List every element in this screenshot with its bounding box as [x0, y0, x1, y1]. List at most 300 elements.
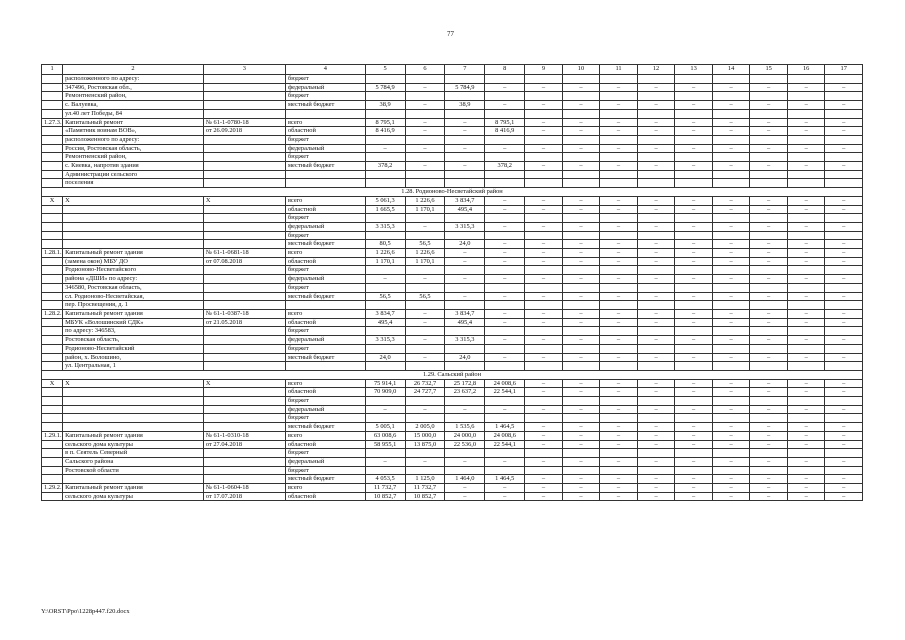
document-ref-cell — [203, 353, 285, 362]
amount-cell — [825, 301, 863, 310]
amount-cell: – — [712, 484, 750, 493]
amount-cell: – — [525, 336, 563, 345]
amount-cell — [750, 92, 788, 101]
amount-cell: – — [365, 405, 405, 414]
amount-cell: – — [405, 309, 445, 318]
object-name-cell: сл. Родионово-Несветайская, — [63, 292, 204, 301]
object-name-cell — [63, 214, 204, 223]
amount-cell — [365, 170, 405, 179]
amount-cell — [825, 231, 863, 240]
object-name-cell: Капитальный ремонт здания — [63, 431, 204, 440]
amount-cell: – — [562, 405, 600, 414]
amount-cell: – — [712, 196, 750, 205]
amount-cell: – — [712, 240, 750, 249]
budget-source-cell: местный бюджет — [285, 162, 365, 171]
amount-cell: – — [525, 379, 563, 388]
object-name-cell: ул.40 лет Победы, 84 — [63, 109, 204, 118]
amount-cell: – — [525, 257, 563, 266]
amount-cell: 5 784,9 — [365, 83, 405, 92]
amount-cell: – — [825, 83, 863, 92]
amount-cell — [825, 397, 863, 406]
amount-cell: – — [637, 275, 675, 284]
amount-cell — [365, 283, 405, 292]
amount-cell: – — [787, 475, 825, 484]
amount-cell: – — [712, 475, 750, 484]
item-number-cell — [42, 83, 63, 92]
item-number-cell — [42, 440, 63, 449]
table-row — [42, 440, 863, 449]
amount-cell — [750, 109, 788, 118]
amount-cell: 58 955,1 — [365, 440, 405, 449]
object-name-cell: Х — [63, 196, 204, 205]
amount-cell: – — [405, 144, 445, 153]
amount-cell: – — [637, 457, 675, 466]
amount-cell — [525, 344, 563, 353]
item-number-cell — [42, 222, 63, 231]
amount-cell: – — [485, 240, 525, 249]
amount-cell: – — [787, 309, 825, 318]
amount-cell: – — [562, 353, 600, 362]
amount-cell: – — [750, 127, 788, 136]
amount-cell: – — [600, 222, 638, 231]
amount-cell — [600, 179, 638, 188]
amount-cell: – — [712, 457, 750, 466]
budget-source-cell: бюджет — [285, 153, 365, 162]
amount-cell: – — [562, 257, 600, 266]
budget-source-cell: бюджет — [285, 414, 365, 423]
amount-cell: – — [485, 249, 525, 258]
amount-cell — [675, 170, 713, 179]
amount-cell: – — [637, 484, 675, 493]
amount-cell — [637, 466, 675, 475]
amount-cell: – — [787, 440, 825, 449]
amount-cell: – — [787, 127, 825, 136]
column-number-cell: 17 — [825, 65, 863, 75]
amount-cell — [825, 214, 863, 223]
amount-cell: – — [787, 431, 825, 440]
amount-cell — [750, 153, 788, 162]
amount-cell — [525, 214, 563, 223]
amount-cell — [445, 153, 485, 162]
item-number-cell — [42, 344, 63, 353]
amount-cell — [675, 301, 713, 310]
budget-source-cell: бюджет — [285, 397, 365, 406]
amount-cell — [787, 327, 825, 336]
document-ref-cell — [203, 362, 285, 371]
column-number-cell: 5 — [365, 65, 405, 75]
amount-cell: – — [787, 196, 825, 205]
amount-cell — [562, 362, 600, 371]
document-ref-cell — [203, 466, 285, 475]
amount-cell — [675, 397, 713, 406]
amount-cell: – — [637, 353, 675, 362]
amount-cell — [405, 266, 445, 275]
table-row — [42, 83, 863, 92]
amount-cell: – — [445, 492, 485, 501]
amount-cell: – — [525, 431, 563, 440]
table-row — [42, 475, 863, 484]
amount-cell: – — [675, 292, 713, 301]
amount-cell: – — [750, 475, 788, 484]
amount-cell — [750, 75, 788, 84]
amount-cell — [405, 301, 445, 310]
amount-cell: 5 061,3 — [365, 196, 405, 205]
amount-cell — [445, 449, 485, 458]
table-row — [42, 431, 863, 440]
amount-cell: – — [637, 205, 675, 214]
amount-cell — [365, 397, 405, 406]
amount-cell: – — [750, 353, 788, 362]
amount-cell — [485, 449, 525, 458]
budget-source-cell: всего — [285, 118, 365, 127]
budget-source-cell: областной — [285, 205, 365, 214]
item-number-cell — [42, 231, 63, 240]
amount-cell: 13 875,0 — [405, 440, 445, 449]
amount-cell: – — [562, 475, 600, 484]
amount-cell — [675, 92, 713, 101]
amount-cell — [787, 75, 825, 84]
amount-cell: – — [712, 379, 750, 388]
object-name-cell — [63, 388, 204, 397]
amount-cell: – — [825, 318, 863, 327]
table-row — [42, 214, 863, 223]
amount-cell — [562, 449, 600, 458]
amount-cell — [712, 92, 750, 101]
column-number-cell: 10 — [562, 65, 600, 75]
table-row — [42, 362, 863, 371]
amount-cell — [637, 344, 675, 353]
amount-cell — [562, 397, 600, 406]
amount-cell: – — [562, 318, 600, 327]
budget-source-cell: бюджет — [285, 92, 365, 101]
amount-cell — [525, 362, 563, 371]
amount-cell — [365, 153, 405, 162]
amount-cell: – — [637, 222, 675, 231]
amount-cell — [712, 170, 750, 179]
item-number-cell — [42, 283, 63, 292]
amount-cell: – — [825, 249, 863, 258]
amount-cell: – — [825, 475, 863, 484]
amount-cell — [405, 283, 445, 292]
amount-cell: – — [825, 379, 863, 388]
table-row — [42, 240, 863, 249]
amount-cell: 24,0 — [365, 353, 405, 362]
object-name-cell — [63, 414, 204, 423]
amount-cell: – — [712, 309, 750, 318]
amount-cell: 3 315,3 — [365, 222, 405, 231]
amount-cell — [365, 301, 405, 310]
document-ref-cell: № 61-1-0681-18 — [203, 249, 285, 258]
document-ref-cell: № 61-1-0780-18 — [203, 118, 285, 127]
item-number-cell — [42, 475, 63, 484]
amount-cell — [637, 109, 675, 118]
object-name-cell — [63, 231, 204, 240]
amount-cell: – — [825, 388, 863, 397]
item-number-cell — [42, 318, 63, 327]
amount-cell: – — [675, 196, 713, 205]
amount-cell — [750, 362, 788, 371]
budget-source-cell — [285, 362, 365, 371]
amount-cell — [825, 449, 863, 458]
amount-cell: – — [600, 431, 638, 440]
amount-cell: – — [787, 275, 825, 284]
item-number-cell — [42, 92, 63, 101]
amount-cell: – — [750, 318, 788, 327]
budget-source-cell: бюджет — [285, 266, 365, 275]
document-ref-cell — [203, 414, 285, 423]
amount-cell — [600, 283, 638, 292]
amount-cell: – — [562, 249, 600, 258]
table-row — [42, 249, 863, 258]
amount-cell — [637, 153, 675, 162]
amount-cell: – — [825, 127, 863, 136]
amount-cell: – — [600, 475, 638, 484]
amount-cell: – — [637, 118, 675, 127]
amount-cell — [675, 179, 713, 188]
amount-cell — [445, 301, 485, 310]
amount-cell: – — [562, 379, 600, 388]
document-path-footer: Y:\ORST\Ppo\1228p447.f20.docx — [41, 608, 130, 615]
amount-cell — [365, 214, 405, 223]
amount-cell: – — [675, 484, 713, 493]
amount-cell — [637, 214, 675, 223]
budget-source-cell: областной — [285, 318, 365, 327]
column-number-cell: 2 — [63, 65, 204, 75]
amount-cell: – — [787, 405, 825, 414]
amount-cell — [675, 327, 713, 336]
amount-cell — [600, 301, 638, 310]
amount-cell — [712, 75, 750, 84]
object-name-cell: Россия, Ростовская область, — [63, 144, 204, 153]
amount-cell: – — [525, 196, 563, 205]
amount-cell — [485, 301, 525, 310]
amount-cell — [675, 283, 713, 292]
amount-cell: – — [750, 249, 788, 258]
amount-cell: – — [637, 196, 675, 205]
item-number-cell — [42, 449, 63, 458]
amount-cell: – — [600, 257, 638, 266]
amount-cell: 23 637,2 — [445, 388, 485, 397]
amount-cell — [600, 397, 638, 406]
amount-cell: – — [485, 275, 525, 284]
amount-cell — [787, 449, 825, 458]
amount-cell — [525, 231, 563, 240]
budget-source-cell: областной — [285, 127, 365, 136]
item-number-cell — [42, 362, 63, 371]
amount-cell — [562, 414, 600, 423]
amount-cell — [485, 179, 525, 188]
table-row — [42, 118, 863, 127]
amount-cell: – — [485, 196, 525, 205]
amount-cell: 22 536,0 — [445, 440, 485, 449]
amount-cell — [825, 414, 863, 423]
item-number-cell — [42, 457, 63, 466]
amount-cell: 4 053,5 — [365, 475, 405, 484]
amount-cell: 3 315,3 — [445, 222, 485, 231]
amount-cell: – — [675, 388, 713, 397]
item-number-cell — [42, 109, 63, 118]
amount-cell — [562, 135, 600, 144]
item-number-cell — [42, 240, 63, 249]
amount-cell — [485, 344, 525, 353]
amount-cell — [637, 135, 675, 144]
document-ref-cell — [203, 405, 285, 414]
amount-cell — [787, 231, 825, 240]
amount-cell — [637, 301, 675, 310]
amount-cell: – — [712, 388, 750, 397]
budget-source-cell: федеральный — [285, 83, 365, 92]
object-name-cell: по адресу: 346583, — [63, 327, 204, 336]
amount-cell: – — [825, 240, 863, 249]
amount-cell: – — [405, 127, 445, 136]
amount-cell — [750, 170, 788, 179]
object-name-cell: Родионово-Несветайского — [63, 266, 204, 275]
object-name-cell: ул. Центральная, 1 — [63, 362, 204, 371]
object-name-cell: Администрации сельского — [63, 170, 204, 179]
amount-cell — [525, 327, 563, 336]
amount-cell: 3 315,3 — [445, 336, 485, 345]
item-number-cell — [42, 275, 63, 284]
amount-cell: – — [405, 318, 445, 327]
object-name-cell: Сальского района — [63, 457, 204, 466]
amount-cell: – — [712, 405, 750, 414]
table-row — [42, 492, 863, 501]
item-number-cell — [42, 397, 63, 406]
document-ref-cell — [203, 475, 285, 484]
amount-cell — [712, 283, 750, 292]
amount-cell — [600, 153, 638, 162]
amount-cell — [485, 75, 525, 84]
amount-cell: – — [525, 423, 563, 432]
amount-cell — [712, 231, 750, 240]
amount-cell: – — [485, 318, 525, 327]
amount-cell: – — [562, 388, 600, 397]
amount-cell: – — [675, 83, 713, 92]
amount-cell — [750, 266, 788, 275]
amount-cell — [365, 231, 405, 240]
amount-cell: 1 226,6 — [405, 196, 445, 205]
amount-cell — [637, 414, 675, 423]
amount-cell: – — [750, 144, 788, 153]
amount-cell — [787, 266, 825, 275]
document-ref-cell — [203, 144, 285, 153]
amount-cell — [712, 449, 750, 458]
amount-cell: – — [525, 275, 563, 284]
amount-cell: 8 416,9 — [365, 127, 405, 136]
amount-cell — [485, 362, 525, 371]
amount-cell: – — [825, 336, 863, 345]
amount-cell: – — [525, 83, 563, 92]
budget-source-cell — [285, 109, 365, 118]
object-name-cell: расположенного по адресу: — [63, 135, 204, 144]
amount-cell: – — [562, 492, 600, 501]
budget-source-cell: всего — [285, 196, 365, 205]
amount-cell: – — [675, 127, 713, 136]
amount-cell: – — [750, 457, 788, 466]
amount-cell — [562, 327, 600, 336]
amount-cell: 2 005,0 — [405, 423, 445, 432]
amount-cell — [405, 397, 445, 406]
amount-cell: 1 464,5 — [485, 475, 525, 484]
amount-cell — [485, 466, 525, 475]
item-number-cell: Х — [42, 196, 63, 205]
amount-cell — [675, 466, 713, 475]
amount-cell: – — [787, 484, 825, 493]
amount-cell: – — [562, 275, 600, 284]
amount-cell: – — [637, 292, 675, 301]
amount-cell: 56,5 — [405, 240, 445, 249]
budget-source-cell: местный бюджет — [285, 292, 365, 301]
amount-cell: – — [485, 257, 525, 266]
item-number-cell: 1.27.3. — [42, 118, 63, 127]
amount-cell: – — [445, 457, 485, 466]
budget-source-cell: местный бюджет — [285, 240, 365, 249]
item-number-cell — [42, 492, 63, 501]
amount-cell: 1 464,0 — [445, 475, 485, 484]
document-ref-cell — [203, 231, 285, 240]
amount-cell: – — [825, 162, 863, 171]
amount-cell: 80,5 — [365, 240, 405, 249]
table-row — [42, 466, 863, 475]
amount-cell — [637, 170, 675, 179]
amount-cell: – — [525, 222, 563, 231]
item-number-cell — [42, 205, 63, 214]
amount-cell: – — [712, 492, 750, 501]
amount-cell: – — [750, 440, 788, 449]
budget-source-cell: бюджет — [285, 75, 365, 84]
amount-cell — [525, 397, 563, 406]
column-number-cell: 6 — [405, 65, 445, 75]
amount-cell: – — [525, 162, 563, 171]
amount-cell: 495,4 — [445, 318, 485, 327]
amount-cell: – — [750, 275, 788, 284]
table-row — [42, 231, 863, 240]
amount-cell: – — [675, 423, 713, 432]
amount-cell — [750, 283, 788, 292]
amount-cell: – — [787, 83, 825, 92]
column-number-cell: 12 — [637, 65, 675, 75]
document-ref-cell — [203, 283, 285, 292]
amount-cell: – — [787, 457, 825, 466]
item-number-cell — [42, 257, 63, 266]
amount-cell — [562, 109, 600, 118]
amount-cell: – — [712, 101, 750, 110]
document-ref-cell — [203, 397, 285, 406]
document-ref-cell — [203, 240, 285, 249]
amount-cell: – — [600, 275, 638, 284]
amount-cell: – — [712, 83, 750, 92]
amount-cell: – — [600, 118, 638, 127]
amount-cell — [445, 362, 485, 371]
amount-cell — [365, 179, 405, 188]
amount-cell: – — [485, 101, 525, 110]
object-name-cell: Ростовская область, — [63, 336, 204, 345]
item-number-cell — [42, 127, 63, 136]
object-name-cell: Ростовской области — [63, 466, 204, 475]
amount-cell — [787, 301, 825, 310]
amount-cell: 38,9 — [365, 101, 405, 110]
amount-cell — [787, 283, 825, 292]
amount-cell: – — [485, 222, 525, 231]
amount-cell — [445, 414, 485, 423]
document-ref-cell — [203, 92, 285, 101]
amount-cell: – — [787, 353, 825, 362]
amount-cell: – — [485, 405, 525, 414]
amount-cell — [750, 327, 788, 336]
amount-cell: 8 795,1 — [485, 118, 525, 127]
amount-cell — [405, 327, 445, 336]
amount-cell — [712, 362, 750, 371]
